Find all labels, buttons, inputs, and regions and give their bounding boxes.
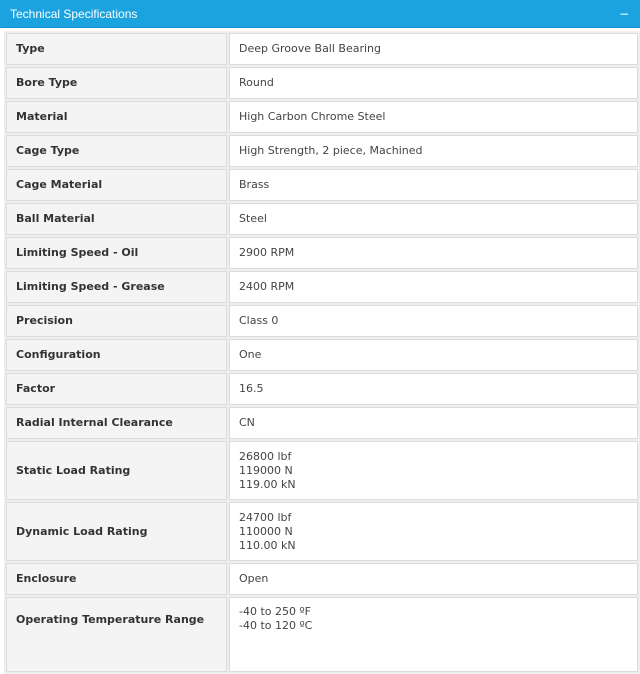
spec-label: Limiting Speed - Oil — [6, 237, 227, 269]
spec-value: High Strength, 2 piece, Machined — [229, 135, 638, 167]
spec-row-enclosure — [6, 563, 638, 595]
spec-value: 2400 RPM — [229, 271, 638, 303]
spec-value: 16.5 — [229, 373, 638, 405]
spec-label: Radial Internal Clearance — [6, 407, 227, 439]
spec-label: Dynamic Load Rating — [6, 502, 227, 561]
spec-row-cage-type — [6, 135, 638, 167]
spec-label: Operating Temperature Range — [6, 597, 227, 672]
spec-value: Class 0 — [229, 305, 638, 337]
spec-value: Brass — [229, 169, 638, 201]
spec-value-line: 119.00 kN — [239, 477, 296, 491]
spec-label: Enclosure — [6, 563, 227, 595]
spec-value: Deep Groove Ball Bearing — [229, 33, 638, 65]
spec-row-configuration — [6, 339, 638, 371]
spec-value-line: 119000 N — [239, 463, 293, 477]
spec-value: CN — [229, 407, 638, 439]
spec-value — [229, 502, 638, 561]
spec-row-cage-material — [6, 169, 638, 201]
spec-row-limiting-speed-oil — [6, 237, 638, 269]
spec-row-dynamic-load-rating — [6, 502, 638, 561]
collapse-icon[interactable]: − — [618, 6, 630, 21]
spec-row-bore-type — [6, 67, 638, 99]
spec-label: Precision — [6, 305, 227, 337]
spec-label: Static Load Rating — [6, 441, 227, 500]
spec-label: Material — [6, 101, 227, 133]
spec-label: Bore Type — [6, 67, 227, 99]
spec-label: Limiting Speed - Grease — [6, 271, 227, 303]
spec-value: Open — [229, 563, 638, 595]
spec-label: Ball Material — [6, 203, 227, 235]
spec-row-static-load-rating — [6, 441, 638, 500]
spec-value-line: -40 to 250 ºF — [239, 605, 312, 618]
spec-label: Cage Type — [6, 135, 227, 167]
spec-value — [229, 597, 638, 672]
spec-label: Factor — [6, 373, 227, 405]
spec-label: Cage Material — [6, 169, 227, 201]
spec-row-material — [6, 101, 638, 133]
spec-value-line: 110.00 kN — [239, 538, 296, 552]
spec-value — [229, 441, 638, 500]
spec-value-line: 24700 lbf — [239, 510, 292, 524]
panel-title: Technical Specifications — [10, 6, 138, 21]
spec-row-radial-internal-clearance — [6, 407, 638, 439]
spec-value-line: -40 to 120 ºC — [239, 619, 313, 632]
spec-row-limiting-speed-grease — [6, 271, 638, 303]
spec-value-line: 26800 lbf — [239, 449, 292, 463]
spec-label: Type — [6, 33, 227, 65]
spec-row-type — [6, 33, 638, 65]
spec-value: Steel — [229, 203, 638, 235]
spec-value: One — [229, 339, 638, 371]
spec-table — [4, 31, 640, 674]
spec-row-ball-material — [6, 203, 638, 235]
spec-label: Configuration — [6, 339, 227, 371]
spec-value: 2900 RPM — [229, 237, 638, 269]
panel-header[interactable] — [0, 0, 640, 28]
spec-row-operating-temperature-range — [6, 597, 638, 672]
spec-value: Round — [229, 67, 638, 99]
spec-row-precision — [6, 305, 638, 337]
spec-value: High Carbon Chrome Steel — [229, 101, 638, 133]
spec-value-line: 110000 N — [239, 524, 293, 538]
spec-row-factor — [6, 373, 638, 405]
